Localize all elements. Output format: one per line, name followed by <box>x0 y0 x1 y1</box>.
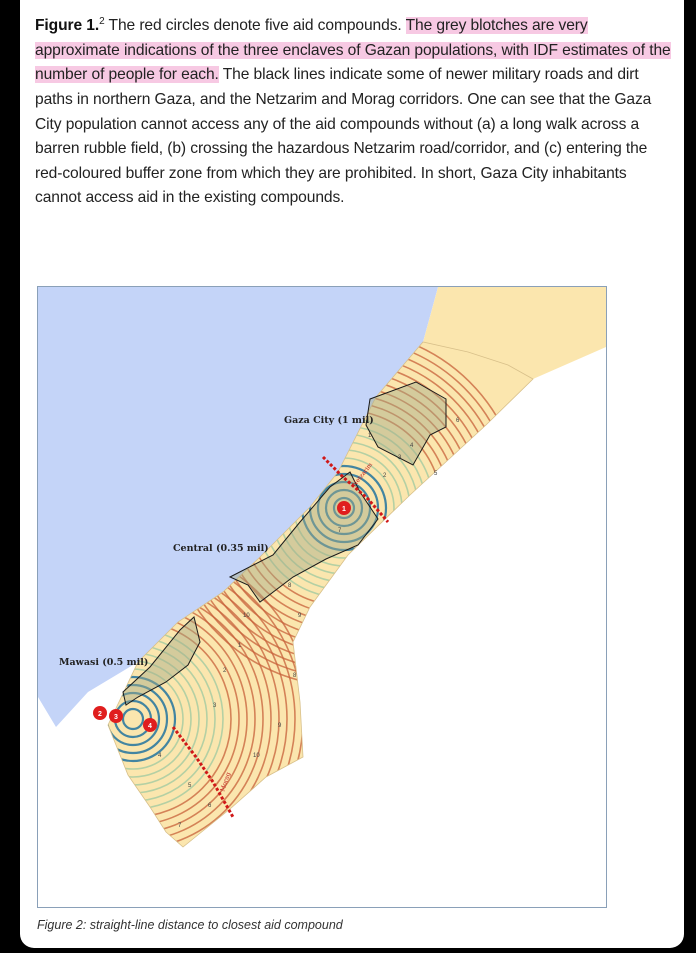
caption-intro: The red circles denote five aid compounds. <box>104 17 406 35</box>
highlighted-text: The grey blotches are very approximate indications of the three enclaves of Gazan populations, with IDF estimates of the number of people for each. <box>35 17 671 84</box>
contour-number: 10 <box>253 753 260 759</box>
contour-number: 6 <box>456 418 460 424</box>
contour-number: 10 <box>243 613 250 619</box>
contour-number: 8 <box>288 583 292 589</box>
label-gaza-city: Gaza City (1 mil) <box>284 415 374 426</box>
contour-number: 4 <box>158 753 162 759</box>
contour-number: 2 <box>223 668 227 674</box>
figure-caption-text <box>35 10 675 211</box>
contour-number: 3 <box>398 455 402 461</box>
contour-number: 1 <box>368 433 372 439</box>
contour-number: 3 <box>213 703 217 709</box>
map-figure-caption: Figure 2: straight-line distance to closest aid compound <box>37 918 343 932</box>
contour-number: 5 <box>188 783 192 789</box>
label-mawasi: Mawasi (0.5 mil) <box>59 657 149 668</box>
contour-number: 8 <box>293 673 297 679</box>
contour-number: 2 <box>383 473 387 479</box>
contour-number: 7 <box>178 823 182 829</box>
label-central: Central (0.35 mil) <box>173 543 269 554</box>
caption-body: The black lines indicate some of newer military roads and dirt paths in northern Gaza, and the Netzarim and Morag corridors. One can see that the Gaza City population cannot access any of the aid compounds without (a) a long walk across a barren rubble field, (b) crossing the hazardous Netzarim road/corridor, and (c) entering the red-coloured buffer zone from which they are prohibited. In short, Gaza City inhabitants cannot access aid in the existing compounds. <box>35 66 652 207</box>
morag-label: Morag <box>219 771 233 793</box>
netzarim-label: Netzarim <box>351 461 375 489</box>
aid-compound-label-3: 3 <box>114 714 118 721</box>
contour-number: 7 <box>338 528 342 534</box>
figure-label: Figure 1. <box>35 17 100 35</box>
post-card <box>20 0 684 948</box>
aid-compound-label-4: 4 <box>148 723 152 730</box>
aid-compound-label-1: 1 <box>342 506 346 513</box>
contour-number: 9 <box>298 613 302 619</box>
contour-number: 9 <box>278 723 282 729</box>
footnote-mark[interactable]: 2 <box>99 16 105 27</box>
contour-number: 4 <box>410 443 414 449</box>
aid-compound-label-2: 2 <box>98 711 102 718</box>
contour-number: 6 <box>208 803 212 809</box>
contour-number: 5 <box>434 471 438 477</box>
contour-number: 1 <box>238 643 242 649</box>
gaza-map <box>37 286 607 908</box>
